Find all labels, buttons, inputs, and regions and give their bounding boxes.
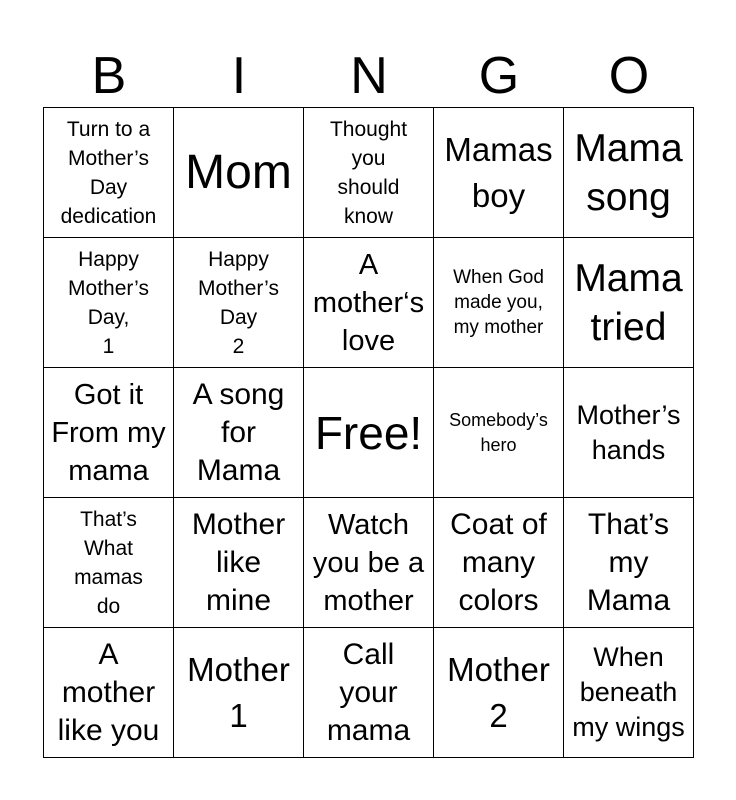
bingo-cell[interactable]: Mamas boy [434, 108, 564, 238]
bingo-cell[interactable]: Mother’s hands [564, 368, 694, 498]
header-letter-o: O [608, 47, 650, 105]
bingo-cell[interactable]: Mama song [564, 108, 694, 238]
bingo-cell[interactable]: A song for Mama [174, 368, 304, 498]
bingo-cell[interactable]: Happy Mother’s Day, 1 [44, 238, 174, 368]
bingo-cell[interactable]: Coat of many colors [434, 498, 564, 628]
header-letter-g: G [478, 47, 520, 105]
bingo-cell[interactable]: A mother like you [44, 628, 174, 758]
header-letter-b: B [91, 47, 127, 105]
bingo-cell[interactable]: Got it From my mama [44, 368, 174, 498]
bingo-grid [43, 107, 694, 758]
free-space-cell[interactable]: Free! [304, 368, 434, 498]
bingo-cell[interactable]: Mom [174, 108, 304, 238]
bingo-cell[interactable]: Somebody’s hero [434, 368, 564, 498]
bingo-cell[interactable]: Happy Mother’s Day 2 [174, 238, 304, 368]
bingo-cell[interactable]: When beneath my wings [564, 628, 694, 758]
bingo-cell[interactable]: Watch you be a mother [304, 498, 434, 628]
header-letter-n: N [350, 47, 388, 105]
bingo-header [44, 44, 694, 108]
bingo-cell[interactable]: That’s my Mama [564, 498, 694, 628]
bingo-cell[interactable]: Mother like mine [174, 498, 304, 628]
bingo-cell[interactable]: Call your mama [304, 628, 434, 758]
bingo-cell[interactable]: A mother‘s love [304, 238, 434, 368]
bingo-cell[interactable]: When God made you, my mother [434, 238, 564, 368]
bingo-cell[interactable]: That’s What mamas do [44, 498, 174, 628]
bingo-cell[interactable]: Turn to a Mother’s Day dedication [44, 108, 174, 238]
header-letter-i: I [231, 47, 247, 105]
bingo-cell[interactable]: Thought you should know [304, 108, 434, 238]
bingo-cell[interactable]: Mother 2 [434, 628, 564, 758]
bingo-cell[interactable]: Mama tried [564, 238, 694, 368]
bingo-cell[interactable]: Mother 1 [174, 628, 304, 758]
